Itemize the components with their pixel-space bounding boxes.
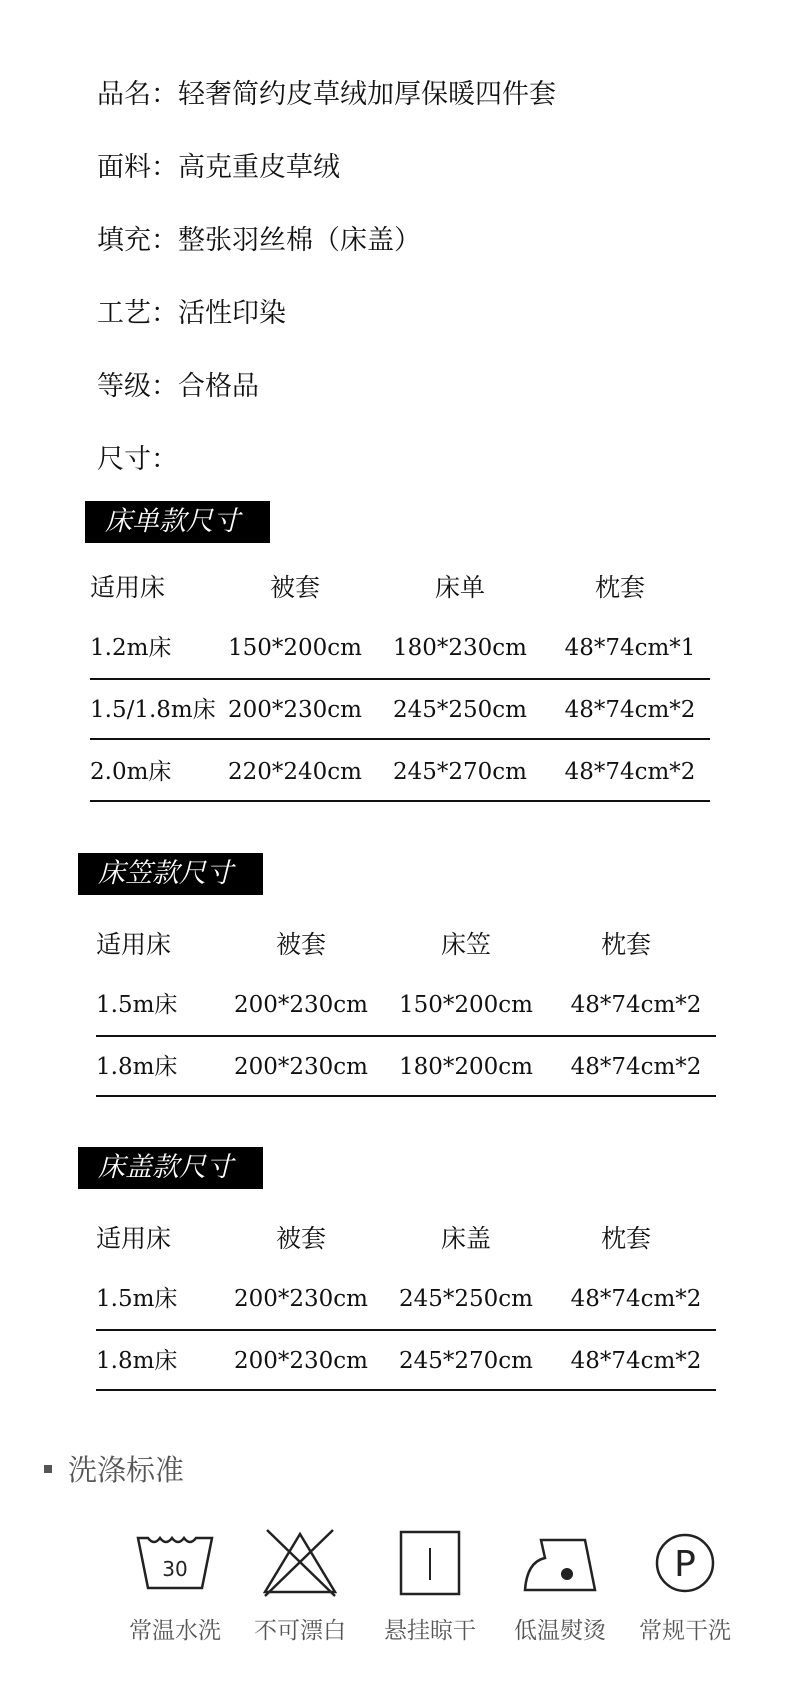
care-label: 不可漂白 — [254, 1618, 346, 1644]
size-table-flat-sheet — [90, 558, 710, 803]
table-header — [90, 558, 710, 618]
cell-duvet: 200*230cm — [234, 1054, 368, 1080]
spec-craft: 工艺：活性印染 — [97, 298, 286, 329]
cell-duvet: 200*230cm — [234, 1348, 368, 1374]
wash-temp-text: 30 — [162, 1557, 188, 1581]
table-header — [96, 915, 716, 975]
header-bed: 适用床 — [90, 573, 166, 602]
cell-bed: 1.5m床 — [96, 1286, 178, 1312]
section-tag-fitted-sheet: 床笠款尺寸 — [78, 853, 263, 895]
cell-fitted-sheet: 180*200cm — [399, 1054, 533, 1080]
header-duvet: 被套 — [275, 1224, 326, 1253]
header-pillowcase: 枕套 — [594, 573, 645, 602]
cell-pillowcase: 48*74cm*2 — [564, 697, 696, 723]
spec-grade: 等级：合格品 — [97, 371, 259, 402]
cell-bed: 1.8m床 — [96, 1348, 178, 1374]
section-tag-flat-sheet: 床单款尺寸 — [85, 501, 270, 543]
care-item-low-iron — [500, 1528, 620, 1645]
cell-pillowcase: 48*74cm*2 — [570, 992, 702, 1018]
size-table-bedspread — [96, 1209, 716, 1399]
cell-bed: 1.5/1.8m床 — [90, 697, 216, 723]
cell-pillowcase: 48*74cm*2 — [570, 1286, 702, 1312]
header-pillowcase: 枕套 — [600, 1224, 651, 1253]
cell-bedspread: 245*270cm — [399, 1348, 533, 1374]
cell-pillowcase: 48*74cm*2 — [570, 1348, 702, 1374]
header-bed: 适用床 — [96, 1224, 172, 1253]
table-row — [90, 742, 710, 802]
dry-clean-p-icon — [640, 1528, 730, 1598]
cell-sheet: 245*270cm — [393, 759, 527, 785]
cell-pillowcase: 48*74cm*1 — [564, 635, 696, 661]
spec-filling: 填充：整张羽丝棉（床盖） — [97, 225, 421, 256]
care-item-dry-clean — [625, 1528, 745, 1645]
row-divider — [90, 678, 710, 680]
header-duvet: 被套 — [275, 930, 326, 959]
care-label: 常温水洗 — [129, 1618, 221, 1644]
cell-bed: 1.8m床 — [96, 1054, 178, 1080]
cell-duvet: 220*240cm — [228, 759, 362, 785]
table-row — [96, 1331, 716, 1391]
care-item-wash — [115, 1528, 235, 1645]
cell-bed: 2.0m床 — [90, 759, 172, 785]
header-bed: 适用床 — [96, 930, 172, 959]
line-dry-icon — [385, 1528, 475, 1598]
care-label: 悬挂晾干 — [384, 1618, 476, 1644]
bullet-icon — [44, 1465, 52, 1473]
cell-sheet: 180*230cm — [393, 635, 527, 661]
table-row — [96, 1269, 716, 1329]
cell-fitted-sheet: 150*200cm — [399, 992, 533, 1018]
cell-duvet: 200*230cm — [234, 1286, 368, 1312]
no-bleach-icon — [255, 1528, 345, 1598]
care-item-no-bleach — [240, 1528, 360, 1645]
size-table-fitted-sheet — [96, 915, 716, 1105]
spec-size-label: 尺寸： — [97, 444, 178, 475]
cell-pillowcase: 48*74cm*2 — [564, 759, 696, 785]
dry-clean-letter: P — [674, 1544, 696, 1585]
cell-bed: 1.5m床 — [96, 992, 178, 1018]
header-duvet: 被套 — [269, 573, 320, 602]
low-iron-icon — [515, 1528, 605, 1598]
cell-sheet: 245*250cm — [393, 697, 527, 723]
section-tag-bedspread: 床盖款尺寸 — [78, 1147, 263, 1189]
care-label: 低温熨烫 — [514, 1618, 606, 1644]
cell-pillowcase: 48*74cm*2 — [570, 1054, 702, 1080]
table-header — [96, 1209, 716, 1269]
header-bedspread: 床盖 — [440, 1224, 491, 1253]
washing-section-title — [44, 1450, 184, 1490]
table-row — [90, 618, 710, 678]
spec-product-name: 品名：轻奢简约皮草绒加厚保暖四件套 — [97, 79, 556, 110]
table-row — [90, 680, 710, 740]
table-row — [96, 975, 716, 1035]
cell-duvet: 150*200cm — [228, 635, 362, 661]
cell-duvet: 200*230cm — [234, 992, 368, 1018]
washing-title-text: 洗涤标准 — [68, 1453, 185, 1487]
cell-bed: 1.2m床 — [90, 635, 172, 661]
header-pillowcase: 枕套 — [600, 930, 651, 959]
header-fitted-sheet: 床笠 — [440, 930, 491, 959]
table-row — [96, 1037, 716, 1097]
spec-fabric: 面料：高克重皮草绒 — [97, 152, 340, 183]
care-label: 常规干洗 — [639, 1618, 731, 1644]
header-sheet: 床单 — [434, 573, 485, 602]
cell-bedspread: 245*250cm — [399, 1286, 533, 1312]
cell-duvet: 200*230cm — [228, 697, 362, 723]
care-item-line-dry — [370, 1528, 490, 1645]
wash-30-icon — [130, 1528, 220, 1598]
